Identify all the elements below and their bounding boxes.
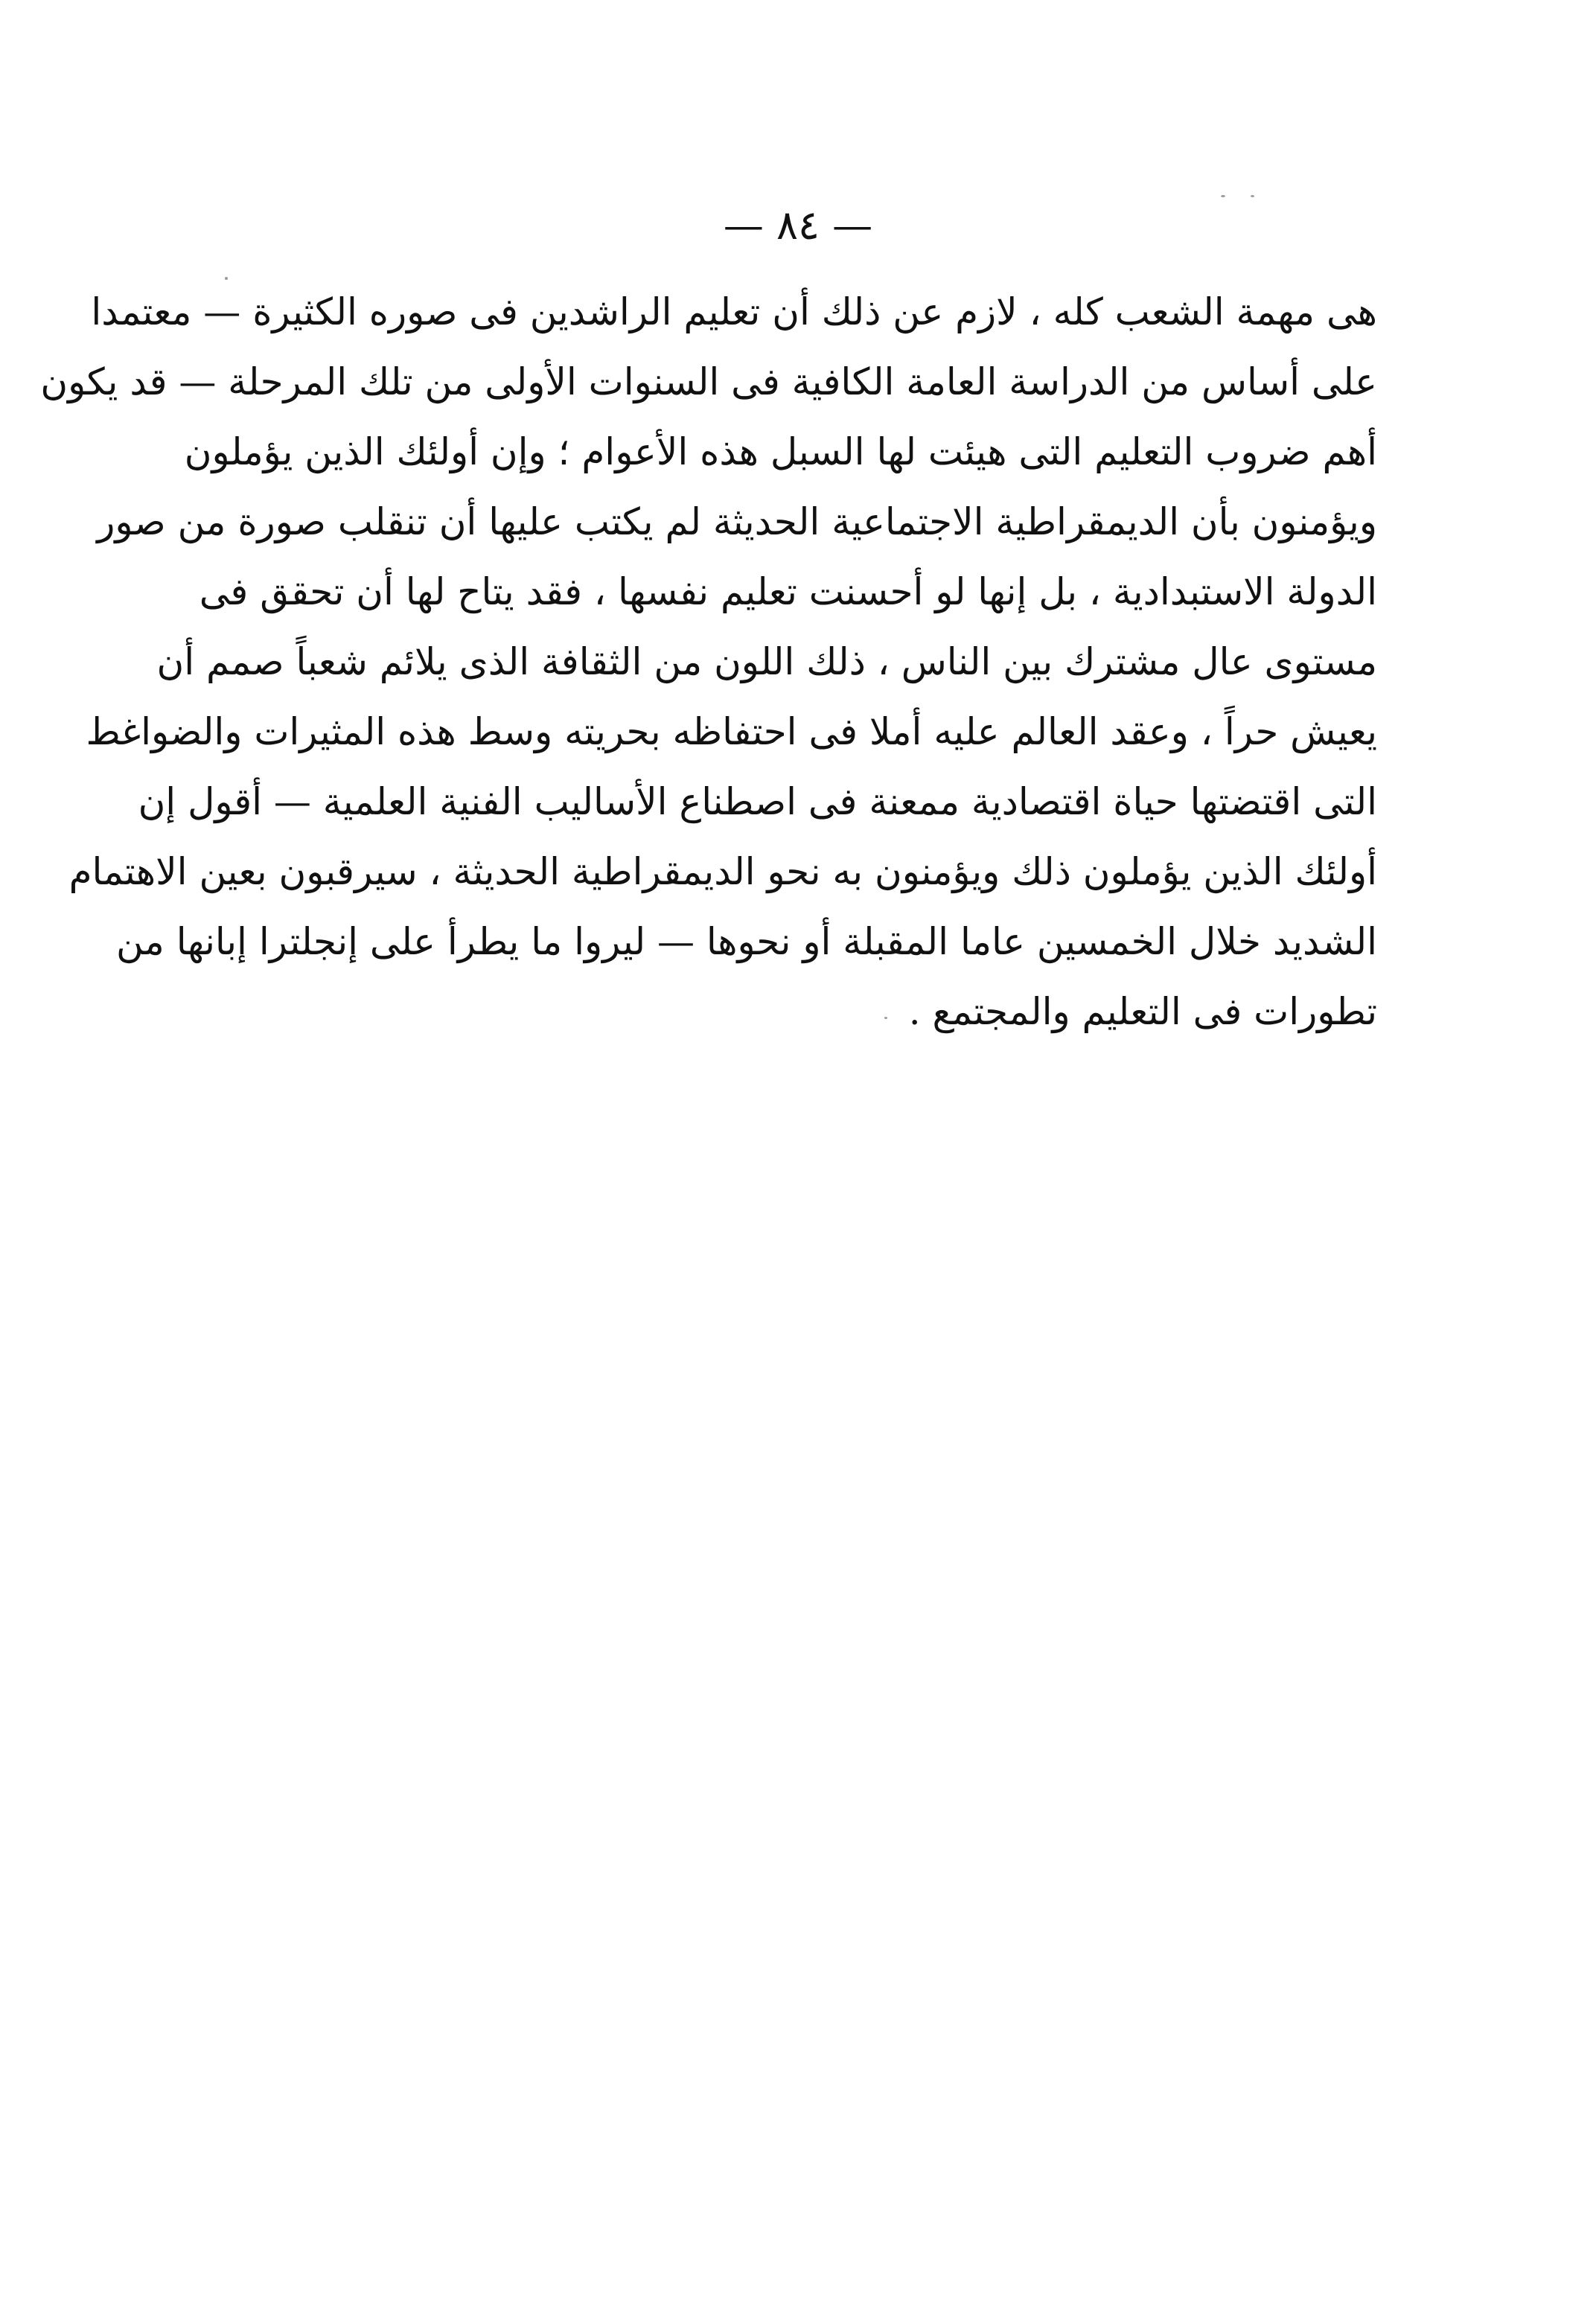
text-line: الشديد خلال الخمسين عاما المقبلة أو نحوها — ليروا ما يطرأ على إنجلترا إبانها من [115, 920, 1377, 963]
text-line: مستوى عال مشترك بين الناس ، ذلك اللون من الثقافة الذى يلائم شعباً صمم أن [156, 640, 1377, 683]
text-line-last: تطورات فى التعليم والمجتمع . [908, 990, 1377, 1033]
scan-speck [1251, 195, 1254, 197]
scan-speck [1221, 195, 1225, 197]
text-line: التى اقتضتها حياة اقتصادية ممعنة فى اصطناع الأساليب الفنية العلمية — أقول إن [138, 780, 1377, 823]
text-line: هى مهمة الشعب كله ، لازم عن ذلك أن تعليم الراشدين فى صوره الكثيرة — معتمدا [91, 290, 1377, 333]
text-line: يعيش حراً ، وعقد العالم عليه أملا فى احتفاظه بحريته وسط هذه المثيرات والضواغط [86, 710, 1377, 753]
page-number: — ٨٤ — [723, 202, 873, 249]
text-line: ويؤمنون بأن الديمقراطية الاجتماعية الحديثة لم يكتب عليها أن تنقلب صورة من صور [97, 500, 1377, 543]
text-line: على أساس من الدراسة العامة الكافية فى السنوات الأولى من تلك المرحلة — قد يكون [40, 360, 1377, 403]
scan-speck [225, 277, 228, 280]
scan-speck [884, 1017, 887, 1019]
text-line: أولئك الذين يؤملون ذلك ويؤمنون به نحو الديمقراطية الحديثة ، سيرقبون بعين الاهتمام [68, 850, 1377, 893]
text-line: الدولة الاستبدادية ، بل إنها لو أحسنت تعليم نفسها ، فقد يتاح لها أن تحقق فى [199, 570, 1377, 613]
text-line: أهم ضروب التعليم التى هيئت لها السبل هذه الأعوام ؛ وإن أولئك الذين يؤملون [184, 430, 1377, 473]
body-paragraph [40, 277, 1377, 1047]
